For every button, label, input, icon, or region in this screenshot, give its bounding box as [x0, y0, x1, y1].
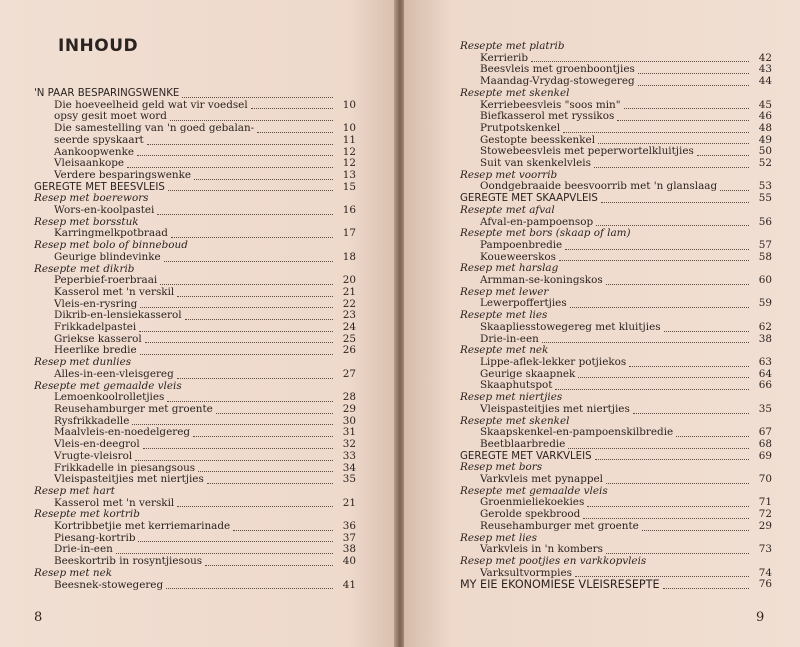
toc-page-number: 23: [342, 309, 356, 322]
dot-leader: [633, 413, 749, 414]
toc-entry-title: Prutpotskenkel: [480, 121, 561, 134]
toc-page-number: 53: [758, 180, 772, 193]
dot-leader: [138, 541, 333, 542]
dot-leader: [233, 530, 333, 531]
toc-page-number: 12: [342, 145, 356, 158]
toc-entry: [34, 170, 356, 182]
dot-leader: [617, 120, 749, 121]
toc-page-number: 66: [758, 379, 772, 392]
toc-page-number: 26: [342, 344, 356, 357]
toc-entry-title: Koueweerskos: [480, 250, 556, 263]
dot-leader: [676, 436, 749, 437]
dot-leader: [166, 588, 333, 589]
toc-entry-title: Gerolde spekbrood: [480, 508, 581, 521]
toc-entry: [460, 158, 772, 170]
toc-entry-title: Kasserol met 'n verskil: [54, 496, 175, 509]
dot-leader: [185, 319, 333, 320]
toc-page-number: 68: [758, 437, 772, 450]
toc-entry-title: Drie-in-een: [54, 543, 113, 556]
dot-leader: [171, 237, 333, 238]
toc-entry-continuation: [34, 135, 356, 147]
toc-category: Resep met niertjies: [460, 391, 563, 404]
left-page: [0, 0, 396, 647]
toc-page-number: 36: [342, 520, 356, 533]
toc-entry-title: Maalvleis-en-noedelgereg: [54, 426, 191, 439]
dot-leader: [205, 565, 333, 566]
toc-category: Resep met voorrib: [460, 168, 558, 181]
toc-page-number: 55: [758, 192, 772, 205]
toc-page-number: 72: [758, 508, 772, 521]
toc-page-number: 10: [342, 122, 356, 135]
toc-page-number: 22: [342, 297, 356, 310]
toc-page-number: 13: [342, 168, 356, 181]
toc-page-number: 38: [342, 543, 356, 556]
dot-leader: [578, 377, 749, 378]
toc-page-number: 35: [342, 473, 356, 486]
toc-entry-title: Kortribbetjie met kerriemarinade: [54, 520, 231, 533]
dot-leader: [193, 436, 333, 437]
toc-category: Resepte met skenkel: [460, 86, 570, 99]
toc-category: Resep met hart: [34, 484, 115, 497]
dot-leader: [575, 576, 749, 577]
toc-page-number: 70: [758, 473, 772, 486]
toc-entry-title: GEREGTE MET VARKVLEIS: [460, 450, 592, 462]
toc-entry-title: Beetblaarbredie: [480, 437, 566, 450]
toc-entry-title: Heerlike bredie: [54, 344, 137, 357]
dot-leader: [170, 120, 333, 121]
toc-page-number: 21: [342, 496, 356, 509]
dot-leader: [143, 448, 333, 449]
toc-entry: [460, 521, 772, 533]
dot-leader: [135, 460, 333, 461]
toc-page-number: 15: [342, 180, 356, 193]
toc-entry: [460, 322, 772, 334]
dot-leader: [132, 424, 333, 425]
dot-leader: [606, 284, 749, 285]
toc-entry-title: Reusehamburger met groente: [480, 519, 639, 532]
dot-leader: [542, 342, 749, 343]
toc-entry-title: GEREGTE MET SKAAPVLEIS: [460, 193, 598, 205]
dot-leader: [720, 190, 749, 191]
toc-page-number: 69: [758, 449, 772, 462]
toc-page-number: 21: [342, 285, 356, 298]
toc-entry-title: Frikkadelle in piesangsous: [54, 461, 196, 474]
toc-entry: [460, 181, 772, 193]
contents-heading: INHOUD: [58, 36, 139, 56]
toc-page-number: 28: [342, 391, 356, 404]
dot-leader: [606, 483, 749, 484]
right-page: [404, 0, 800, 647]
toc-category: Resep met lies: [460, 531, 538, 544]
toc-entry-title: Vleis-en-deegrol: [54, 438, 140, 451]
toc-page-number: 40: [342, 555, 356, 568]
dot-leader: [194, 179, 333, 180]
dot-leader: [583, 518, 749, 519]
toc-entry-title: Beesvleis met groenboontjies: [480, 63, 635, 76]
toc-page-number: 56: [758, 215, 772, 228]
dot-leader: [587, 506, 749, 507]
dot-leader: [559, 260, 749, 261]
toc-entry: [34, 451, 356, 463]
dot-leader: [137, 155, 333, 156]
toc-category: Resepte met dikrib: [34, 262, 135, 275]
dot-leader: [638, 85, 749, 86]
toc-category: Resepte met gemaalde vleis: [34, 379, 182, 392]
toc-entry-title: Peperbief-roerbraai: [54, 274, 158, 287]
toc-entry-title: Lippe-aflek-lekker potjiekos: [480, 355, 627, 368]
toc-entry-title: Reusehamburger met groente: [54, 402, 213, 415]
toc-page-number: 64: [758, 367, 772, 380]
toc-entry-title: Suit van skenkelvleis: [480, 157, 591, 170]
toc-entry: [34, 580, 356, 592]
toc-entry-title: opsy gesit moet word: [54, 110, 167, 123]
toc-entry-title: Pampoenbredie: [480, 238, 563, 251]
toc-entry-title: Gestopte beesskenkel: [480, 133, 596, 146]
dot-leader: [598, 143, 749, 144]
toc-page-number: 17: [342, 227, 356, 240]
toc-page-number: 16: [342, 204, 356, 217]
toc-entry: [460, 275, 772, 287]
page-number-left: 8: [34, 610, 43, 625]
toc-page-number: 52: [758, 157, 772, 170]
toc-category: Resep met harslag: [460, 262, 559, 275]
toc-entry-title: Dikrib-en-lensiekasserol: [54, 309, 182, 322]
dot-leader: [198, 471, 333, 472]
toc-page-number: 60: [758, 274, 772, 287]
toc-page-number: 20: [342, 274, 356, 287]
toc-entry-title: Vleis-en-rysring: [54, 297, 138, 310]
toc-page-number: 24: [342, 321, 356, 334]
toc-category: Resepte met afval: [460, 203, 555, 216]
toc-page-number: 73: [758, 543, 772, 556]
toc-entry: [34, 404, 356, 416]
toc-entry-title: Afval-en-pampoensop: [480, 215, 594, 228]
toc-entry-title: Geurige skaapnek: [480, 367, 576, 380]
dot-leader: [177, 378, 333, 379]
toc-category: Resep met lewer: [460, 285, 549, 298]
dot-leader: [565, 249, 749, 250]
table-of-contents-left: [34, 88, 356, 591]
toc-entry-title: Alles-in-een-vleisgereg: [54, 367, 174, 380]
toc-entry: [460, 474, 772, 486]
toc-page-number: 33: [342, 449, 356, 462]
dot-leader: [177, 506, 333, 507]
toc-entry: [460, 240, 772, 252]
toc-entry-title: Groenmieliekoekies: [480, 496, 585, 509]
toc-entry-title: GEREGTE MET BEESVLEIS: [34, 181, 165, 193]
toc-page-number: 11: [342, 133, 356, 146]
dot-leader: [140, 307, 333, 308]
toc-entry: [34, 369, 356, 381]
toc-page-number: 29: [342, 402, 356, 415]
dot-leader: [168, 190, 333, 191]
dot-leader: [568, 448, 749, 449]
dot-leader: [638, 73, 749, 74]
toc-entry: [34, 252, 356, 264]
dot-leader: [642, 530, 749, 531]
toc-category: Resep met boerewors: [34, 192, 149, 205]
toc-category: Resepte met gemaalde vleis: [460, 484, 608, 497]
toc-entry-title: Biefkasserol met ryssikos: [480, 110, 615, 123]
toc-entry-title: Varksultvormpies: [480, 566, 572, 579]
toc-page-number: 59: [758, 297, 772, 310]
toc-category: Resep met bolo of binneboud: [34, 239, 188, 252]
toc-page-number: 10: [342, 98, 356, 111]
toc-entry-title: Piesang-kortrib: [54, 531, 136, 544]
toc-entry-title: Die samestelling van 'n goed gebalan-: [54, 122, 255, 135]
dot-leader: [624, 108, 749, 109]
dot-leader: [167, 401, 333, 402]
toc-entry-title: Lewerpoffertjies: [480, 297, 567, 310]
toc-page-number: 63: [758, 355, 772, 368]
dot-leader: [629, 366, 749, 367]
dot-leader: [182, 97, 333, 98]
toc-page-number: 62: [758, 320, 772, 333]
toc-category: Resepte met nek: [460, 344, 549, 357]
dot-leader: [160, 284, 333, 285]
toc-entry: [460, 404, 772, 416]
dot-leader: [139, 331, 333, 332]
dot-leader: [563, 132, 749, 133]
toc-entry-title: Beesnek-stowegereg: [54, 578, 164, 591]
toc-page-number: 41: [342, 578, 356, 591]
toc-page-number: 43: [758, 63, 772, 76]
toc-page-number: 42: [758, 51, 772, 64]
toc-category: Resep met bors: [460, 461, 543, 474]
dot-leader: [596, 225, 749, 226]
toc-page-number: 35: [758, 402, 772, 415]
toc-entry: [34, 205, 356, 217]
dot-leader: [697, 155, 749, 156]
toc-category: Resep met pootjies en varkkopvleis: [460, 554, 647, 567]
toc-entry-title: Wors-en-koolpastei: [54, 204, 155, 217]
toc-entry-title: Drie-in-een: [480, 332, 539, 345]
toc-page-number: 44: [758, 75, 772, 88]
toc-entry-title: Frikkadelpastei: [54, 321, 137, 334]
toc-entry-title: Skaapliesstowegereg met kluitjies: [480, 320, 661, 333]
toc-entry: [34, 287, 356, 299]
toc-entry-title: Varkvleis in 'n kombers: [480, 543, 603, 556]
page-number-right: 9: [756, 610, 765, 625]
toc-entry-title: Rysfrikkadelle: [54, 414, 130, 427]
dot-leader: [177, 296, 333, 297]
toc-entry-title: seerde spyskaart: [54, 133, 144, 146]
toc-page-number: 34: [342, 461, 356, 474]
dot-leader: [601, 202, 749, 203]
dot-leader: [570, 307, 749, 308]
toc-category: Resepte met lies: [460, 309, 548, 322]
toc-page-number: 31: [342, 426, 356, 439]
toc-entry-title: Skaapskenkel-en-pampoenskilbredie: [480, 426, 674, 439]
toc-page-number: 18: [342, 250, 356, 263]
toc-entry-title: Die hoeveelheid geld wat vir voedsel: [54, 98, 248, 111]
dot-leader: [207, 483, 333, 484]
toc-entry-title: Vleispasteitjies met niertjies: [54, 473, 204, 486]
toc-entry-title: MY EIE EKONOMIESE VLEISRESEPTE: [460, 578, 660, 592]
toc-page-number: 76: [758, 578, 772, 591]
toc-entry: [34, 521, 356, 533]
toc-page-number: 45: [758, 98, 772, 111]
toc-category: Resepte met skenkel: [460, 414, 570, 427]
dot-leader: [140, 354, 333, 355]
dot-leader: [257, 132, 333, 133]
dot-leader: [164, 261, 333, 262]
toc-entry-title: Skaaphutspot: [480, 379, 553, 392]
dot-leader: [216, 413, 333, 414]
toc-page-number: 25: [342, 332, 356, 345]
dot-leader: [595, 459, 749, 460]
dot-leader: [116, 553, 333, 554]
toc-category: Resep met nek: [34, 566, 113, 579]
dot-leader: [663, 588, 749, 589]
toc-entry-title: Kerrierib: [480, 51, 528, 64]
toc-page-number: 67: [758, 426, 772, 439]
toc-page-number: 12: [342, 157, 356, 170]
toc-page-number: 27: [342, 367, 356, 380]
toc-page-number: 30: [342, 414, 356, 427]
dot-leader: [157, 214, 333, 215]
toc-entry-title: Verdere besparingswenke: [54, 168, 192, 181]
toc-entry-title: Vrugte-vleisrol: [54, 449, 133, 462]
toc-entry-title: Beeskortrib in rosyntjiesous: [54, 555, 203, 568]
toc-category: Resep met dunlies: [34, 356, 132, 369]
toc-page-number: 32: [342, 438, 356, 451]
toc-entry-title: Vleispasteitjies met niertjies: [480, 402, 630, 415]
toc-page-number: 57: [758, 238, 772, 251]
dot-leader: [531, 61, 749, 62]
toc-entry-title: Maandag-Vrydag-stowegereg: [480, 75, 635, 88]
dot-leader: [555, 389, 749, 390]
toc-entry-title: Vleisaankope: [54, 157, 125, 170]
toc-section: [34, 88, 356, 100]
toc-entry: [460, 357, 772, 369]
toc-entry-title: Oondgebraaide beesvoorrib met 'n glanslaag: [480, 180, 718, 193]
toc-entry-title: Karringmelkpotbraad: [54, 227, 168, 240]
dot-leader: [145, 342, 333, 343]
dot-leader: [251, 108, 333, 109]
toc-category: Resepte met platrib: [460, 40, 565, 52]
toc-page-number: 48: [758, 121, 772, 134]
toc-entry-title: Geurige blindevinke: [54, 250, 161, 263]
toc-entry-title: Kerriebeesvleis "soos min": [480, 98, 621, 111]
toc-category: Resepte met bors (skaap of lam): [460, 227, 631, 240]
toc-page-number: 58: [758, 250, 772, 263]
dot-leader: [606, 553, 749, 554]
toc-page-number: 50: [758, 145, 772, 158]
toc-entry-title: Stowebeesvleis met peperwortelkluitjies: [480, 145, 694, 158]
toc-page-number: 29: [758, 519, 772, 532]
dot-leader: [594, 167, 749, 168]
toc-entry-title: Lemoenkoolrolletjies: [54, 391, 165, 404]
dot-leader: [147, 144, 333, 145]
toc-entry-title: Griekse kasserol: [54, 332, 142, 345]
toc-section: [460, 579, 772, 591]
toc-entry-title: Kasserol met 'n verskil: [54, 285, 175, 298]
toc-entry: [460, 439, 772, 451]
toc-page-number: 74: [758, 566, 772, 579]
toc-category: Resep met borsstuk: [34, 215, 139, 228]
toc-category: Resepte met kortrib: [34, 508, 140, 521]
toc-entry-title: Aankoopwenke: [54, 145, 135, 158]
table-of-contents-right: [460, 41, 772, 591]
toc-page-number: 37: [342, 531, 356, 544]
toc-entry-title: 'N PAAR BESPARINGSWENKE: [34, 88, 180, 99]
toc-entry-title: Armman-se-koningskos: [480, 274, 603, 287]
dot-leader: [664, 331, 749, 332]
toc-page-number: 38: [758, 332, 772, 345]
toc-entry: [460, 123, 772, 135]
toc-entry-title: Varkvleis met pynappel: [480, 473, 603, 486]
toc-page-number: 49: [758, 133, 772, 146]
toc-page-number: 71: [758, 496, 772, 509]
toc-page-number: 46: [758, 110, 772, 123]
dot-leader: [127, 167, 333, 168]
toc-entry: [34, 322, 356, 334]
